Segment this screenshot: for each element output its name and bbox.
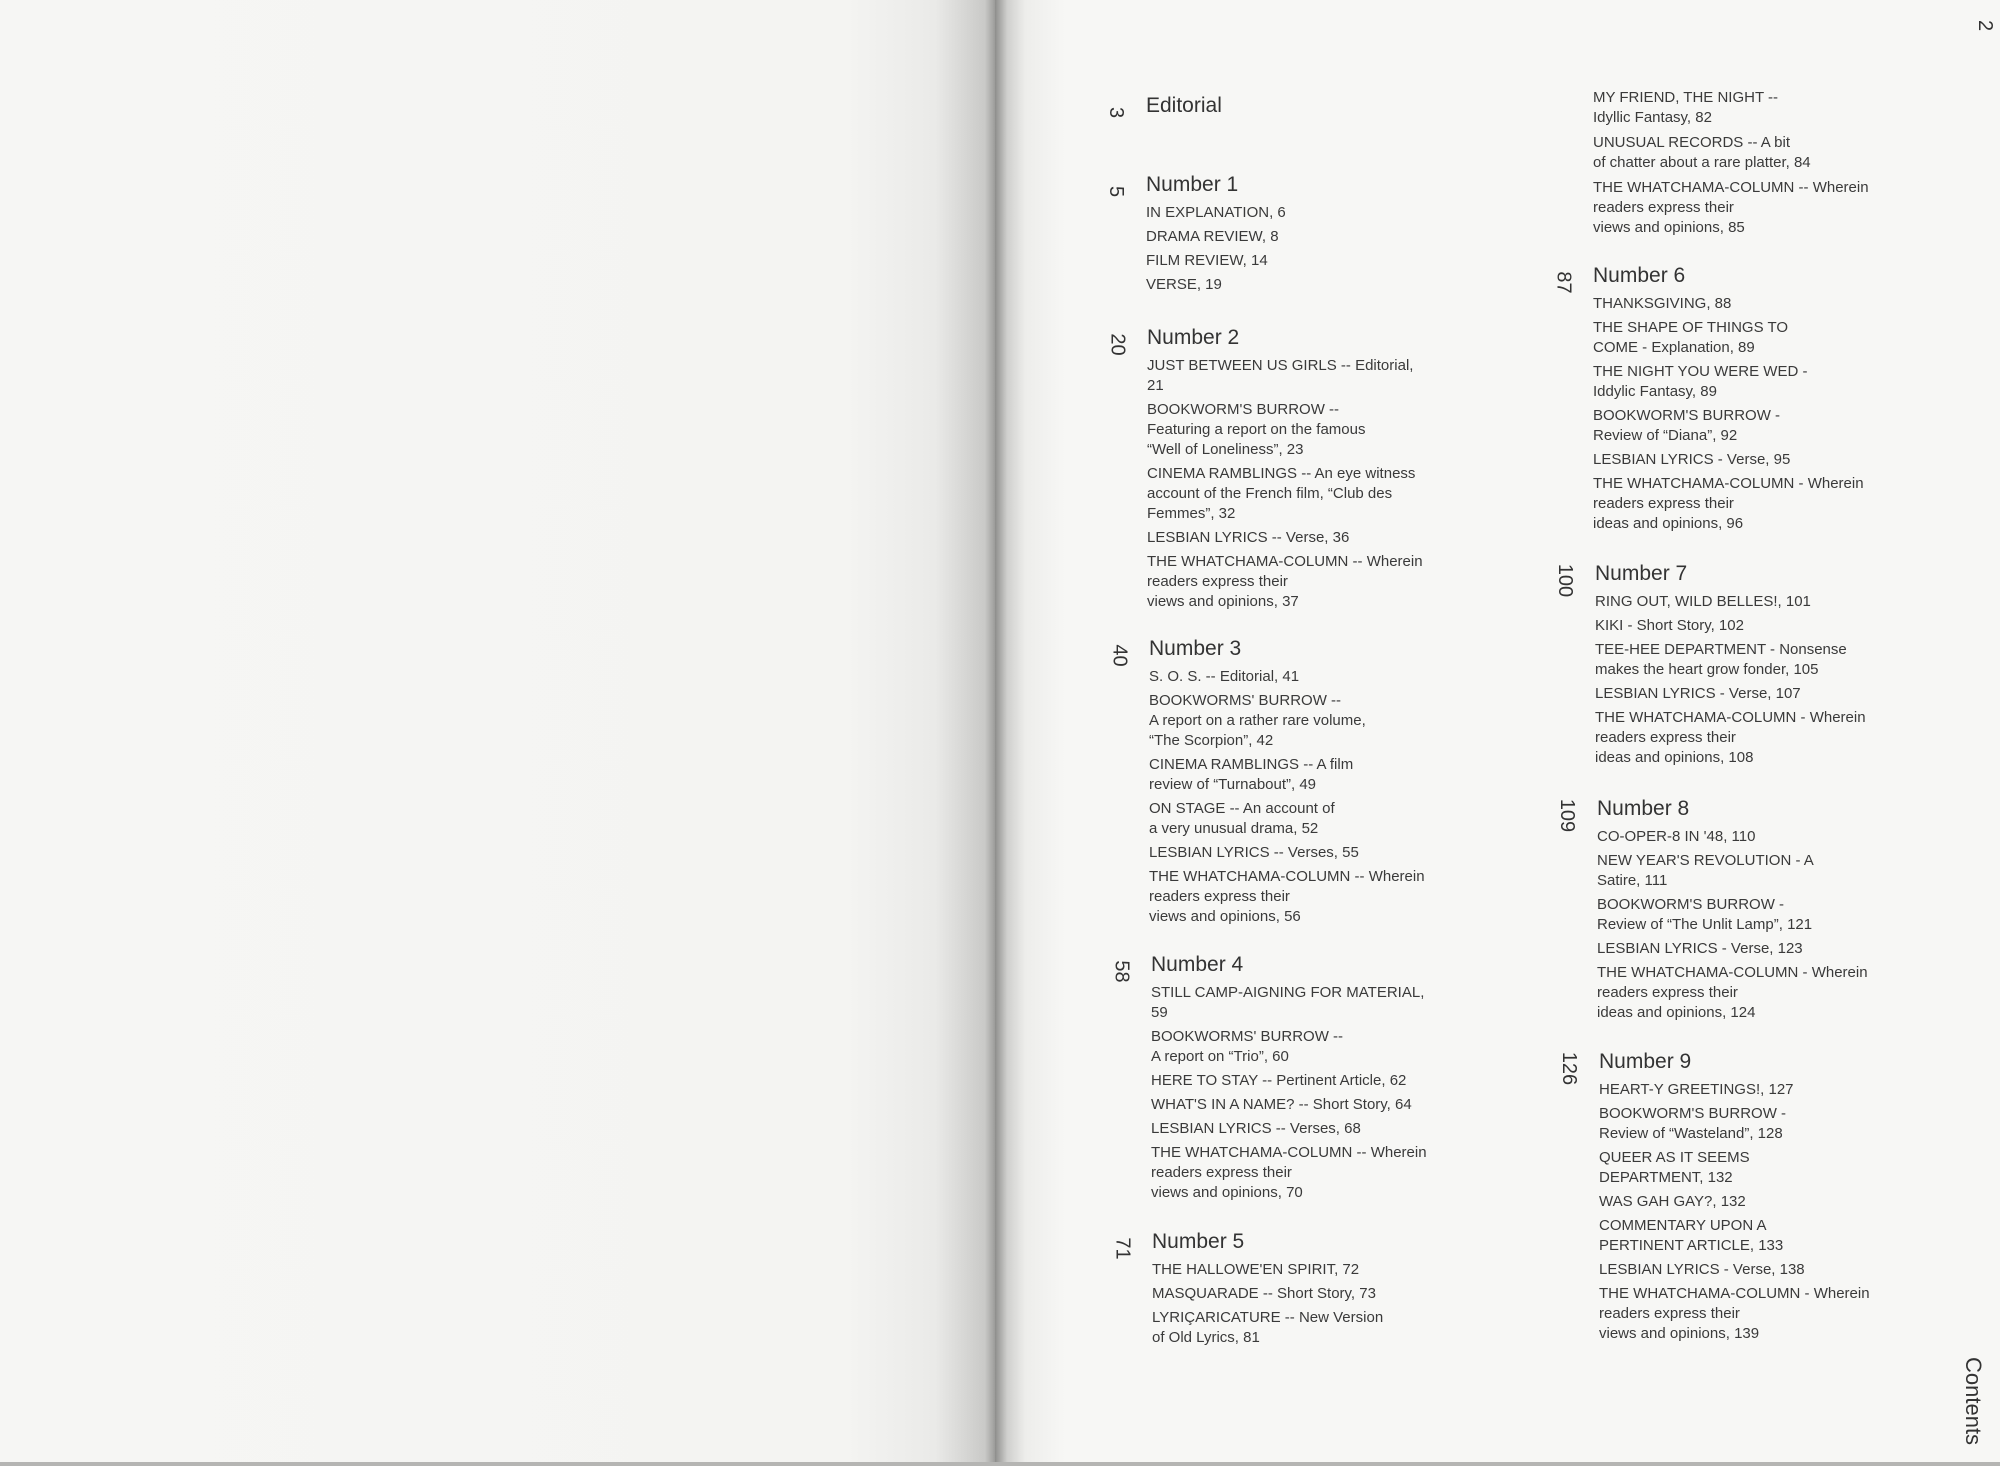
toc-entry: RING OUT, WILD BELLES!, 101 — [1595, 593, 1811, 610]
section-title: Number 1 — [1146, 173, 1239, 196]
toc-entry: BOOKWORM'S BURROW - Review of “The Unlit Lamp”, 121 — [1597, 896, 1813, 933]
page-bottom-edge — [0, 1462, 2000, 1466]
section-title: Number 6 — [1593, 264, 1686, 287]
toc-entry: THE NIGHT YOU WERE WED - Iddylic Fantasy, 89 — [1593, 363, 1808, 400]
toc-entry: THE WHATCHAMA-COLUMN -- Wherein readers express their views and opinions, 85 — [1593, 179, 1869, 236]
toc-entry: WHAT'S IN A NAME? -- Short Story, 64 — [1151, 1096, 1412, 1113]
left-blank-page — [0, 0, 995, 1462]
toc-entry: LESBIAN LYRICS -- Verses, 68 — [1151, 1120, 1361, 1137]
toc-entry: LESBIAN LYRICS - Verse, 107 — [1595, 685, 1801, 702]
toc-entry: THE HALLOWE'EN SPIRIT, 72 — [1152, 1261, 1360, 1278]
toc-entry: CO-OPER-8 IN '48, 110 — [1597, 828, 1756, 845]
section-page-number: 40 — [1108, 643, 1131, 667]
section-title: Number 9 — [1599, 1050, 1692, 1073]
toc-entry: DRAMA REVIEW, 8 — [1146, 228, 1279, 245]
toc-entry: LESBIAN LYRICS -- Verse, 36 — [1147, 529, 1350, 546]
section-title: Editorial — [1146, 94, 1222, 117]
toc-entry: BOOKWORM'S BURROW -- Featuring a report on the famous “Well of Loneliness”, 23 — [1147, 401, 1366, 458]
toc-entry: THE WHATCHAMA-COLUMN - Wherein readers express their ideas and opinions, 108 — [1595, 709, 1866, 766]
toc-entry: BOOKWORMS' BURROW -- A report on “Trio”, 60 — [1151, 1028, 1344, 1065]
toc-number-5-continued — [1593, 88, 1913, 243]
toc-entry: LESBIAN LYRICS - Verse, 123 — [1597, 940, 1803, 957]
toc-entry: THE WHATCHAMA-COLUMN -- Wherein readers express their views and opinions, 37 — [1147, 553, 1423, 610]
section-title: Number 4 — [1151, 953, 1244, 976]
toc-entry: TEE-HEE DEPARTMENT - Nonsense makes the heart grow fonder, 105 — [1595, 641, 1847, 678]
toc-entry: KIKI - Short Story, 102 — [1595, 617, 1744, 634]
section-page-number: 87 — [1552, 270, 1575, 294]
section-page-number: 58 — [1110, 959, 1133, 983]
section-title: Number 7 — [1595, 562, 1688, 585]
toc-entry: THANKSGIVING, 88 — [1593, 295, 1732, 312]
contents-running-title: Contents — [1961, 1357, 1986, 1446]
section-page-number: 126 — [1558, 1051, 1581, 1085]
toc-entry: JUST BETWEEN US GIRLS -- Editorial, 21 — [1147, 357, 1414, 394]
toc-entry: HERE TO STAY -- Pertinent Article, 62 — [1151, 1072, 1407, 1089]
section-page-number: 5 — [1105, 185, 1128, 197]
toc-entry: BOOKWORM'S BURROW - Review of “Wasteland”, 128 — [1599, 1105, 1787, 1142]
toc-entry: LESBIAN LYRICS - Verse, 95 — [1593, 451, 1791, 468]
toc-entry: MY FRIEND, THE NIGHT -- Idyllic Fantasy, 82 — [1593, 89, 1779, 126]
toc-entry: BOOKWORMS' BURROW -- A report on a rather rare volume, “The Scorpion”, 42 — [1149, 692, 1366, 749]
toc-entry: NEW YEAR'S REVOLUTION - A Satire, 111 — [1597, 852, 1814, 889]
toc-entry: HEART-Y GREETINGS!, 127 — [1599, 1081, 1794, 1098]
toc-entry: STILL CAMP-AIGNING FOR MATERIAL, 59 — [1151, 984, 1425, 1021]
toc-entry: COMMENTARY UPON A PERTINENT ARTICLE, 133 — [1599, 1217, 1784, 1254]
toc-entry: BOOKWORM'S BURROW - Review of “Diana”, 92 — [1593, 407, 1781, 444]
section-title: Number 5 — [1152, 1230, 1245, 1253]
toc-entry: QUEER AS IT SEEMS DEPARTMENT, 132 — [1599, 1149, 1750, 1186]
section-page-number: 100 — [1554, 563, 1577, 597]
toc-entry: ON STAGE -- An account of a very unusual drama, 52 — [1149, 800, 1335, 837]
toc-entry: THE WHATCHAMA-COLUMN - Wherein readers express their views and opinions, 139 — [1599, 1285, 1870, 1342]
toc-entry: VERSE, 19 — [1146, 276, 1222, 293]
toc-entry: CINEMA RAMBLINGS -- An eye witness account of the French film, “Club des Femmes”, 32 — [1147, 465, 1416, 522]
toc-entry: THE WHATCHAMA-COLUMN -- Wherein readers express their views and opinions, 70 — [1151, 1144, 1427, 1201]
toc-entry: MASQUARADE -- Short Story, 73 — [1152, 1285, 1376, 1302]
section-page-number: 20 — [1106, 332, 1129, 356]
toc-entry: S. O. S. -- Editorial, 41 — [1149, 668, 1300, 685]
toc-entry: THE WHATCHAMA-COLUMN -- Wherein readers express their views and opinions, 56 — [1149, 868, 1425, 925]
section-title: Number 3 — [1149, 637, 1242, 660]
toc-entry: LYRIÇARICATURE -- New Version of Old Lyrics, 81 — [1152, 1309, 1384, 1346]
section-title: Number 8 — [1597, 797, 1690, 820]
page-number: 2 — [1973, 19, 1996, 32]
section-page-number: 109 — [1556, 798, 1579, 832]
toc-entry: THE SHAPE OF THINGS TO COME - Explanation, 89 — [1593, 319, 1789, 356]
section-title: Number 2 — [1147, 326, 1240, 349]
section-page-number: 3 — [1105, 106, 1128, 118]
toc-entry: FILM REVIEW, 14 — [1146, 252, 1268, 269]
toc-entry: THE WHATCHAMA-COLUMN - Wherein readers express their ideas and opinions, 96 — [1593, 475, 1864, 532]
section-page-number: 71 — [1111, 1236, 1134, 1260]
toc-entry: LESBIAN LYRICS -- Verses, 55 — [1149, 844, 1359, 861]
toc-entry: THE WHATCHAMA-COLUMN - Wherein readers express their ideas and opinions, 124 — [1597, 964, 1868, 1021]
toc-entry: IN EXPLANATION, 6 — [1146, 204, 1286, 221]
toc-entry: LESBIAN LYRICS - Verse, 138 — [1599, 1261, 1805, 1278]
toc-entry: UNUSUAL RECORDS -- A bit of chatter about a rare platter, 84 — [1593, 134, 1811, 171]
toc-entry: CINEMA RAMBLINGS -- A film review of “Turnabout”, 49 — [1149, 756, 1354, 793]
toc-entry: WAS GAH GAY?, 132 — [1599, 1193, 1746, 1210]
